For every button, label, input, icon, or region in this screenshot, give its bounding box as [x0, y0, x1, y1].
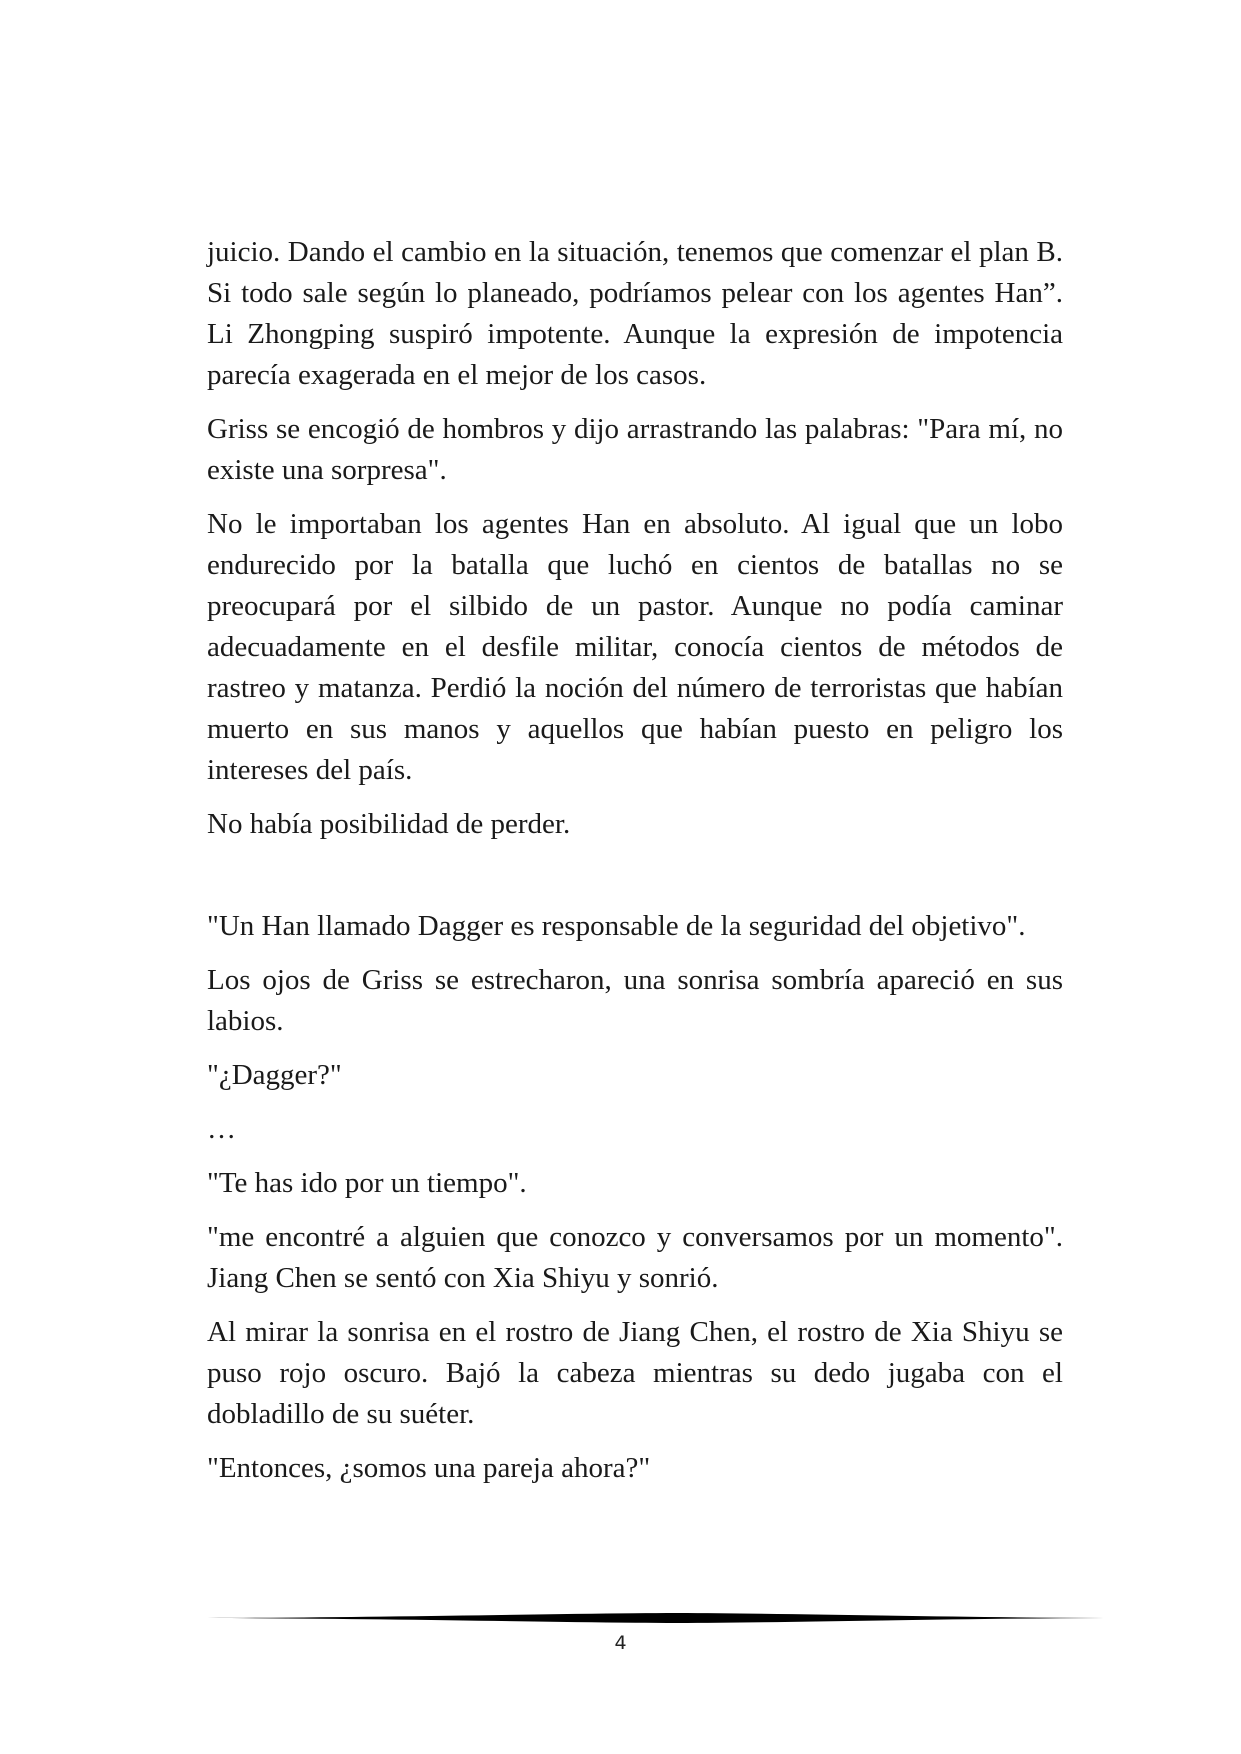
paragraph: … [207, 1113, 236, 1145]
paragraph: No había posibilidad de perder. [207, 808, 571, 840]
paragraph: Al mirar la sonrisa en el rostro de Jiang Chen, el rostro de Xia Shiyu se puso rojo oscuro. Bajó la cabeza mientras su dedo jugaba con el dobladillo de su suéter. [207, 1316, 1063, 1430]
scene-break [207, 858, 1063, 906]
paragraph: "Te has ido por un tiempo". [207, 1167, 527, 1199]
paragraph: "Entonces, ¿somos una pareja ahora?" [207, 1452, 651, 1484]
paragraph: Griss se encogió de hombros y dijo arrastrando las palabras: "Para mí, no existe una sorpresa". [207, 413, 1063, 486]
page-number: 4 [614, 1632, 627, 1654]
paragraph: "me encontré a alguien que conozco y conversamos por un momento". Jiang Chen se sentó con Xia Shiyu y sonrió. [207, 1221, 1063, 1294]
footer-rule-shape [207, 1613, 1105, 1623]
paragraph: No le importaban los agentes Han en absoluto. Al igual que un lobo endurecido por la batalla que luchó en cientos de batallas no se preocupará por el silbido de un pastor. Aunque no podía caminar adecuadamente en el desfile militar, conocía cientos de métodos de rastreo y matanza. Perdió la noción del número de terroristas que habían muerto en sus manos y aquellos que habían puesto en peligro los intereses del país. [207, 508, 1063, 786]
paragraph: "¿Dagger?" [207, 1059, 342, 1091]
paragraph: juicio. Dando el cambio en la situación, tenemos que comenzar el plan B. Si todo sale según lo planeado, podríamos pelear con los agentes Han”. Li Zhongping suspiró impotente. Aunque la expresión de impotencia parecía exagerada en el mejor de los casos. [207, 236, 1063, 391]
page-body [207, 232, 1063, 1502]
paragraph: "Un Han llamado Dagger es responsable de la seguridad del objetivo". [207, 910, 1026, 942]
footer-rule [207, 1611, 1105, 1625]
paragraph: Los ojos de Griss se estrecharon, una sonrisa sombría apareció en sus labios. [207, 964, 1063, 1037]
